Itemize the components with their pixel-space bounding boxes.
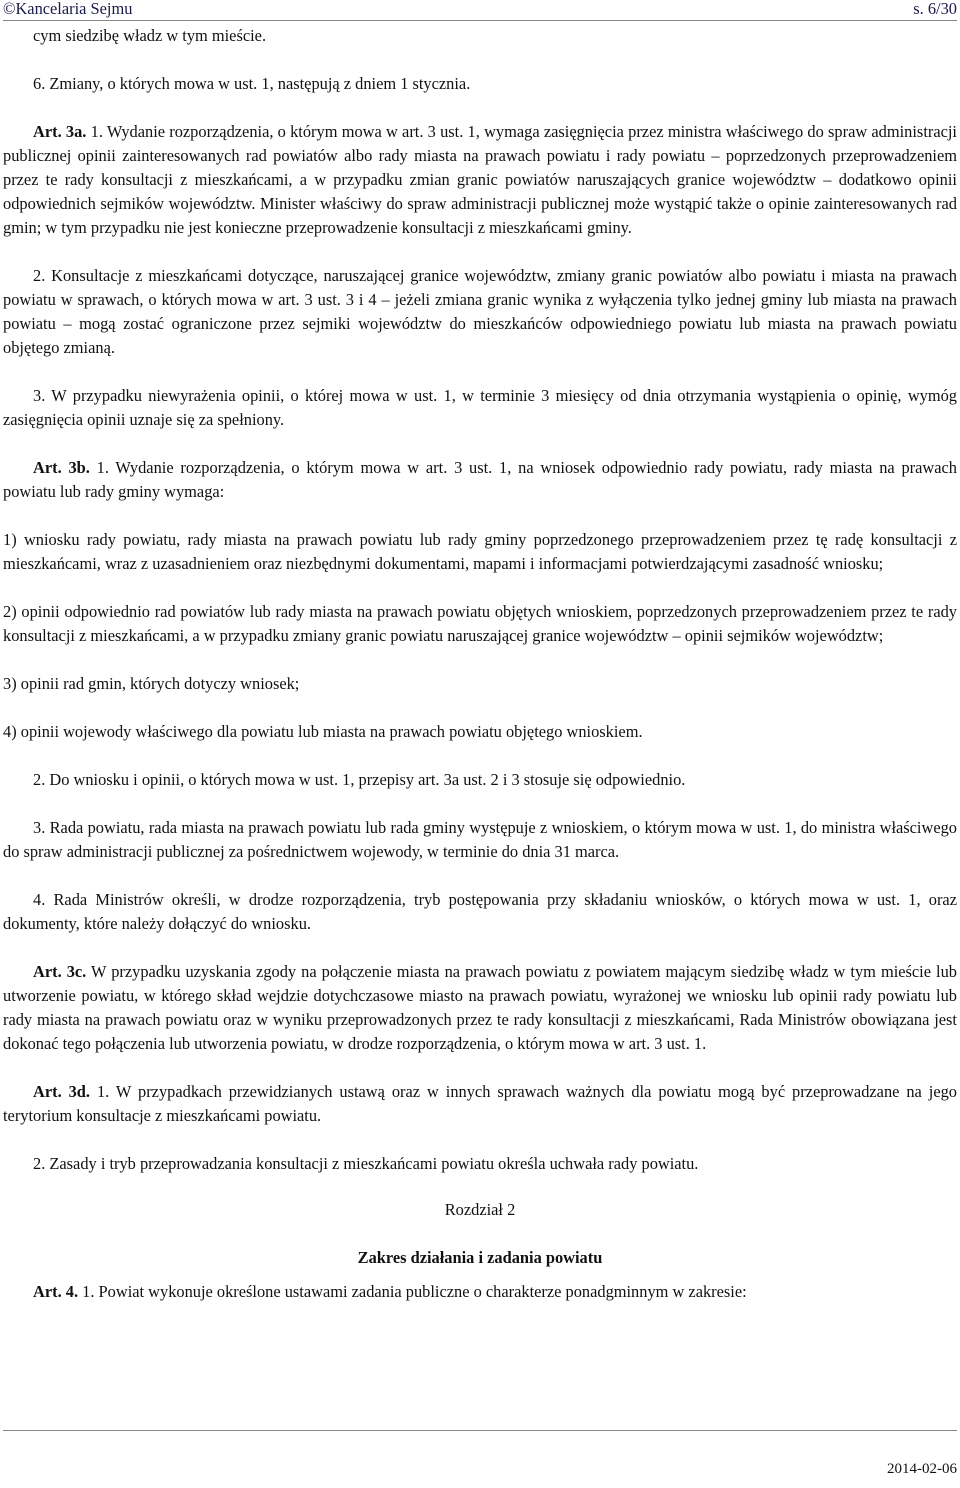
article-number: Art. 3a. bbox=[33, 122, 87, 141]
footer-divider bbox=[3, 1430, 957, 1431]
chapter-number: Rozdział 2 bbox=[444, 1200, 516, 1219]
chapter-title: Zakres działania i zadania powiatu bbox=[357, 1248, 603, 1267]
paragraph: 3. Rada powiatu, rada miasta na prawach powiatu lub rada gminy występuje z wnioskiem, o którym mowa w ust. 1, do ministra właściwego do spraw administracji publicznej za pośrednictwem wojewody, w terminie do dnia 31 marca. bbox=[3, 818, 957, 861]
article-4: Art. 4. 1. Powiat wykonuje określone ustawami zadania publiczne o charakterze ponadgminnym w zakresie: bbox=[33, 1282, 747, 1301]
page-number: s. 6/30 bbox=[913, 0, 957, 18]
paragraph: 2. Do wniosku i opinii, o których mowa w ust. 1, przepisy art. 3a ust. 2 i 3 stosuje się odpowiednio. bbox=[33, 770, 686, 789]
article-number: Art. 3b. bbox=[33, 458, 90, 477]
paragraph: 4. Rada Ministrów określi, w drodze rozporządzenia, tryb postępowania przy składaniu wniosków, o których mowa w ust. 1, oraz dokumenty, które należy dołączyć do wniosku. bbox=[3, 890, 957, 933]
article-3d: Art. 3d. 1. W przypadkach przewidzianych ustawą oraz w innych sprawach ważnych dla powiatu mogą być przeprowadzane na jego terytorium konsultacje z mieszkańcami powiatu. bbox=[3, 1082, 957, 1125]
article-3a: Art. 3a. 1. Wydanie rozporządzenia, o którym mowa w art. 3 ust. 1, wymaga zasięgnięcia przez ministra właściwego do spraw administracji publicznej opinii zainteresowanych rad powiatów albo rady miasta na prawach powiatu i rady powiatu – poprzedzonych przeprowadzeniem przez te rady konsultacji z mieszkańcami, a w przypadku zmian granic powiatów naruszających granice województw – dodatkowo opinii odpowiednich sejmików województw. Minister właściwy do spraw administracji publicznej może wystąpić także o opinie zainteresowanych rad gmin; w tym przypadku nie jest konieczne przeprowadzenie konsultacji z mieszkańcami gminy. bbox=[3, 122, 957, 237]
list-item: 4) opinii wojewody właściwego dla powiatu lub miasta na prawach powiatu objętego wnioskiem. bbox=[3, 722, 643, 741]
article-3c: Art. 3c. W przypadku uzyskania zgody na połączenie miasta na prawach powiatu z powiatem mającym siedzibę władz w tym mieście lub utworzenie powiatu, w którego skład wejdzie dotychczasowe miasto na prawach powiatu, wyrażonej we wniosku lub opinii rady powiatu lub rady miasta na prawach powiatu oraz w wyniku przeprowadzonych przez te rady konsultacji z mieszkańcami, Rada Ministrów obowiązana jest dokonać tego połączenia lub utworzenia powiatu, w drodze rozporządzenia, o którym mowa w art. 3 ust. 1. bbox=[3, 962, 957, 1053]
list-item: 3) opinii rad gmin, których dotyczy wniosek; bbox=[3, 674, 300, 693]
list-item: 2) opinii odpowiednio rad powiatów lub rady miasta na prawach powiatu objętych wnioskiem, poprzedzonych przeprowadzeniem przez te rady konsultacji z mieszkańcami, a w przypadku zmiany granic powiatu naruszającej granice województw – opinii sejmików województw; bbox=[3, 602, 957, 645]
paragraph: 6. Zmiany, o których mowa w ust. 1, następują z dniem 1 stycznia. bbox=[33, 74, 471, 93]
list-item: 1) wniosku rady powiatu, rady miasta na prawach powiatu lub rady gminy poprzedzonego przeprowadzeniem przez tę radę konsultacji z mieszkańcami, wraz z uzasadnieniem oraz niezbędnymi dokumentami, mapami i informacjami potwierdzającymi zasadność wniosku; bbox=[3, 530, 957, 573]
article-number: Art. 3c. bbox=[33, 962, 87, 981]
paragraph: 3. W przypadku niewyrażenia opinii, o której mowa w ust. 1, w terminie 3 miesięcy od dnia otrzymania wystąpienia o opinię, wymóg zasięgnięcia opinii uznaje się za spełniony. bbox=[3, 386, 957, 429]
footer-date: 2014-02-06 bbox=[887, 1461, 957, 1477]
document-body bbox=[3, 24, 957, 1304]
paragraph: 2. Konsultacje z mieszkańcami dotyczące, naruszającej granice województw, zmiany granic powiatów albo powiatu i miasta na prawach powiatu w sprawach, o których mowa w art. 3 ust. 3 i 4 – jeżeli zmiana granic wynika z wyłączenia tylko jednej gminy lub miasta na prawach powiatu – mogą zostać ograniczone przez sejmiki województw do mieszkańców odpowiedniego powiatu lub miasta na prawach powiatu objętego zmianą. bbox=[3, 266, 957, 357]
copyright-label: ©Kancelaria Sejmu bbox=[3, 0, 133, 18]
page-header bbox=[3, 0, 957, 21]
article-number: Art. 3d. bbox=[33, 1082, 91, 1101]
paragraph: 2. Zasady i tryb przeprowadzania konsultacji z mieszkańcami powiatu określa uchwała rady powiatu. bbox=[33, 1154, 699, 1173]
paragraph: cym siedzibę władz w tym mieście. bbox=[33, 26, 267, 45]
article-3b: Art. 3b. 1. Wydanie rozporządzenia, o którym mowa w art. 3 ust. 1, na wniosek odpowiednio rady powiatu, rady miasta na prawach powiatu lub rady gminy wymaga: bbox=[3, 458, 957, 501]
article-number: Art. 4. bbox=[33, 1282, 79, 1301]
